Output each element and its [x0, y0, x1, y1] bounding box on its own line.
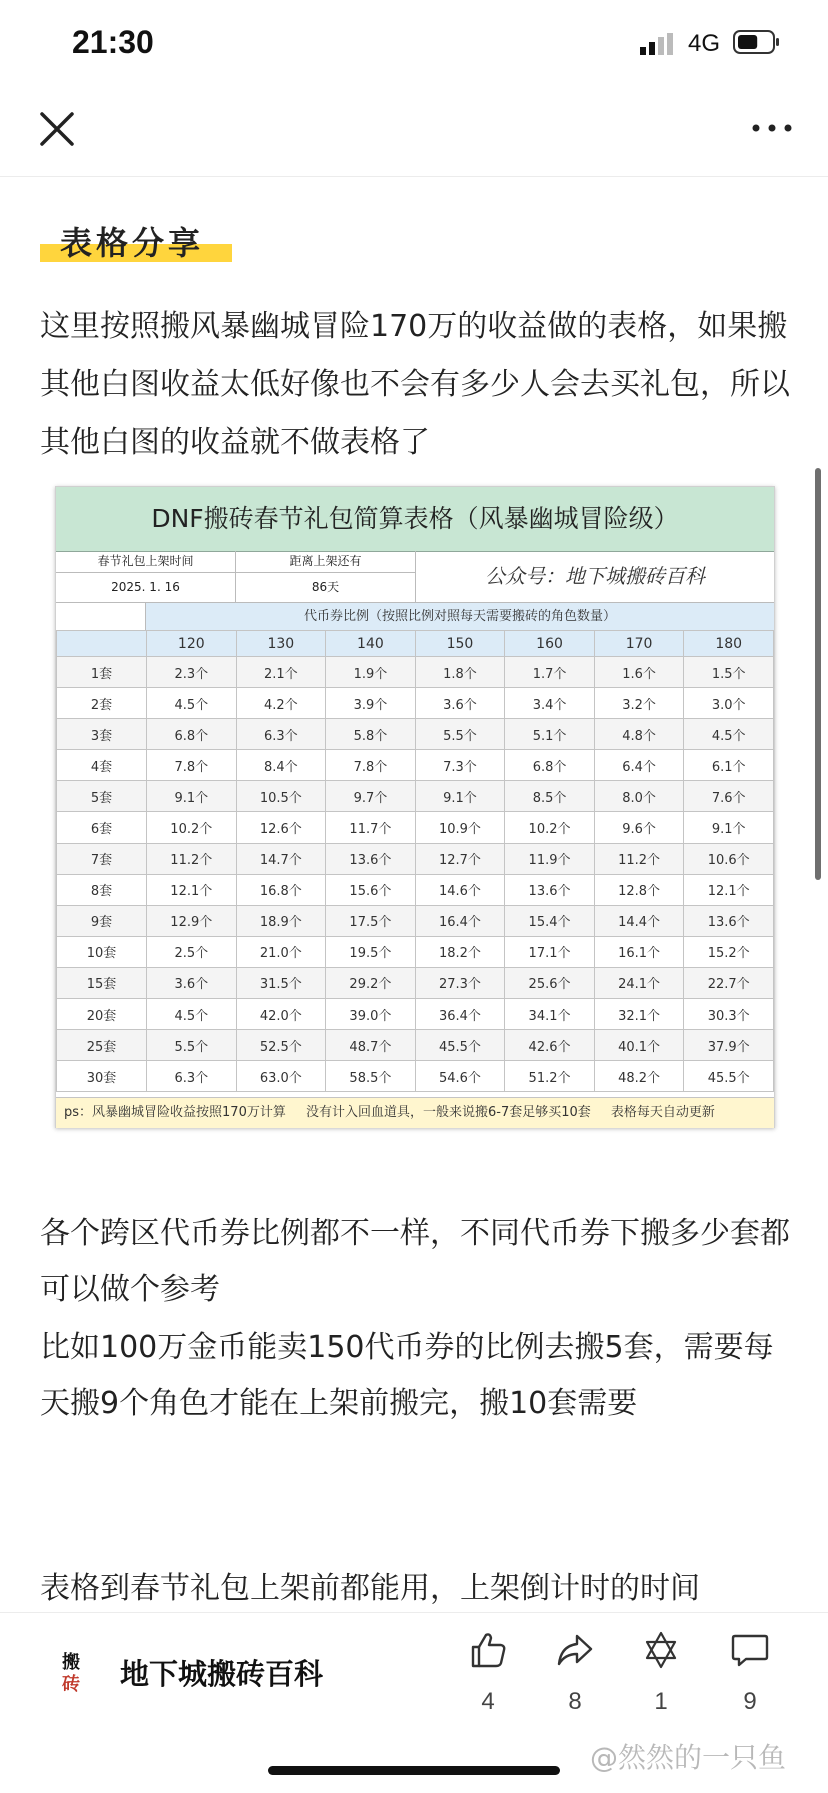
table-cell: 13.6个: [505, 874, 595, 905]
table-cell: 12.1个: [684, 874, 774, 905]
table-cell: 3.2个: [594, 688, 684, 719]
table-cell: 40.1个: [594, 1030, 684, 1061]
table-cell: 7.6个: [684, 781, 774, 812]
table-cell: 1.5个: [684, 657, 774, 688]
table-row: [57, 874, 774, 905]
table-cell: 9.1个: [415, 781, 505, 812]
table-cell: 9.1个: [684, 812, 774, 843]
table-row: [57, 719, 774, 750]
table-cell: 17.5个: [326, 905, 416, 936]
table-cell: 4.8个: [594, 719, 684, 750]
section-heading: [40, 218, 205, 268]
table-cell: 9.7个: [326, 781, 416, 812]
table-cell: 5.1个: [505, 719, 595, 750]
table-title: DNF搬砖春节礼包简算表格（风暴幽城冒险级）: [56, 487, 774, 552]
data-table: [56, 630, 774, 1092]
row-label: 25套: [57, 1030, 147, 1061]
table-cell: 12.1个: [147, 874, 237, 905]
table-cell: 25.6个: [505, 967, 595, 998]
table-cell: 12.8个: [594, 874, 684, 905]
table-cell: 3.0个: [684, 688, 774, 719]
table-cell: 12.7个: [415, 843, 505, 874]
table-cell: 1.6个: [594, 657, 684, 688]
avatar-char-top: 搬: [62, 1652, 80, 1673]
gzh-label: 公众号：地下城搬砖百科: [416, 551, 774, 603]
table-row: [57, 936, 774, 967]
table-cell: 10.5个: [236, 781, 326, 812]
table-cell: 24.1个: [594, 967, 684, 998]
table-cell: 5.5个: [147, 1030, 237, 1061]
table-cell: 10.2个: [505, 812, 595, 843]
table-row: [57, 688, 774, 719]
article-paragraph-4: 表格到春节礼包上架前都能用，上架倒计时的时间: [40, 1571, 700, 1606]
author-avatar[interactable]: [52, 1648, 90, 1694]
column-header: 170: [594, 631, 684, 657]
table-row: [57, 1030, 774, 1061]
table-cell: 4.5个: [147, 999, 237, 1030]
table-cell: 4.2个: [236, 688, 326, 719]
column-header: 130: [236, 631, 326, 657]
table-cell: 7.8个: [326, 750, 416, 781]
table-row: [57, 657, 774, 688]
table-row: [57, 812, 774, 843]
table-cell: 32.1个: [594, 999, 684, 1030]
comment-count: 9: [743, 1688, 757, 1715]
table-cell: 10.2个: [147, 812, 237, 843]
table-cell: 17.1个: [505, 936, 595, 967]
header-blank-cell: [57, 631, 147, 657]
table-cell: 16.1个: [594, 936, 684, 967]
article-paragraph-3: 比如100万金币能卖150代币券的比例去搬5套，需要每天搬9个角色才能在上架前搬完，搬10套需要: [40, 1330, 774, 1421]
table-cell: 6.4个: [594, 750, 684, 781]
note-1: ps：风暴幽城冒险收益按照170万计算: [64, 1105, 286, 1120]
table-cell: 4.5个: [147, 688, 237, 719]
table-cell: 9.6个: [594, 812, 684, 843]
table-row: [57, 967, 774, 998]
table-cell: 18.9个: [236, 905, 326, 936]
table-cell: 2.3个: [147, 657, 237, 688]
table-cell: 45.5个: [415, 1030, 505, 1061]
favorite-button[interactable]: [631, 1630, 691, 1716]
table-cell: 9.1个: [147, 781, 237, 812]
table-row: [57, 781, 774, 812]
table-cell: 2.1个: [236, 657, 326, 688]
like-count: 4: [481, 1688, 495, 1715]
hexagram-icon: [641, 1630, 681, 1670]
row-label: 3套: [57, 719, 147, 750]
table-cell: 6.1个: [684, 750, 774, 781]
table-cell: 42.6个: [505, 1030, 595, 1061]
row-label: 9套: [57, 905, 147, 936]
table-cell: 37.9个: [684, 1030, 774, 1061]
table-cell: 27.3个: [415, 967, 505, 998]
table-cell: 15.6个: [326, 874, 416, 905]
table-cell: 2.5个: [147, 936, 237, 967]
row-label: 5套: [57, 781, 147, 812]
row-label: 6套: [57, 812, 147, 843]
table-cell: 16.8个: [236, 874, 326, 905]
table-cell: 22.7个: [684, 967, 774, 998]
table-cell: 14.7个: [236, 843, 326, 874]
table-cell: 6.3个: [236, 719, 326, 750]
release-date: 2025. 1. 16: [56, 573, 236, 603]
table-cell: 10.6个: [684, 843, 774, 874]
share-icon: [555, 1630, 595, 1670]
column-header: 150: [415, 631, 505, 657]
table-row: [57, 1061, 774, 1092]
comment-button[interactable]: [720, 1630, 780, 1716]
table-row: [57, 905, 774, 936]
table-cell: 6.8个: [147, 719, 237, 750]
table-cell: 1.8个: [415, 657, 505, 688]
article-paragraph-1: 这里按照搬风暴幽城冒险170万的收益做的表格，如果搬其他白图收益太低好像也不会有多少人会去买礼包，所以其他白图的收益就不做表格了: [40, 309, 790, 460]
table-note: [56, 1097, 774, 1128]
table-cell: 6.3个: [147, 1061, 237, 1092]
nav-divider: [0, 176, 828, 177]
table-cell: 7.3个: [415, 750, 505, 781]
row-label: 4套: [57, 750, 147, 781]
table-cell: 8.4个: [236, 750, 326, 781]
corner-cell: [56, 603, 146, 631]
table-cell: 52.5个: [236, 1030, 326, 1061]
row-label: 20套: [57, 999, 147, 1030]
table-cell: 5.5个: [415, 719, 505, 750]
table-cell: 3.6个: [147, 967, 237, 998]
more-options-button[interactable]: [750, 118, 794, 138]
table-cell: 11.7个: [326, 812, 416, 843]
remaining-label: 距离上架还有: [236, 551, 416, 573]
row-label: 30套: [57, 1061, 147, 1092]
table-cell: 14.4个: [594, 905, 684, 936]
column-header: 180: [684, 631, 774, 657]
table-cell: 19.5个: [326, 936, 416, 967]
table-cell: 14.6个: [415, 874, 505, 905]
scrollbar[interactable]: [815, 468, 821, 880]
row-label: 1套: [57, 657, 147, 688]
author-name[interactable]: 地下城搬砖百科: [120, 1657, 324, 1691]
like-button[interactable]: [458, 1630, 518, 1716]
table-header-row: [57, 631, 774, 657]
table-cell: 7.8个: [147, 750, 237, 781]
table-cell: 39.0个: [326, 999, 416, 1030]
table-cell: 11.2个: [594, 843, 684, 874]
table-cell: 48.7个: [326, 1030, 416, 1061]
thumbs-up-icon: [468, 1630, 508, 1670]
table-cell: 4.5个: [684, 719, 774, 750]
table-cell: 13.6个: [684, 905, 774, 936]
avatar-char-bottom: 砖: [62, 1674, 80, 1694]
table-cell: 5.8个: [326, 719, 416, 750]
table-cell: 29.2个: [326, 967, 416, 998]
ratio-header: 代币券比例（按照比例对照每天需要搬砖的角色数量）: [146, 603, 774, 631]
table-cell: 16.4个: [415, 905, 505, 936]
table-cell: 15.2个: [684, 936, 774, 967]
table-cell: 8.0个: [594, 781, 684, 812]
table-cell: 63.0个: [236, 1061, 326, 1092]
table-cell: 8.5个: [505, 781, 595, 812]
table-cell: 1.7个: [505, 657, 595, 688]
table-cell: 11.9个: [505, 843, 595, 874]
table-cell: 13.6个: [326, 843, 416, 874]
row-label: 15套: [57, 967, 147, 998]
close-button[interactable]: [34, 106, 80, 152]
table-row: [57, 750, 774, 781]
table-cell: 42.0个: [236, 999, 326, 1030]
table-cell: 12.6个: [236, 812, 326, 843]
share-button[interactable]: [545, 1630, 605, 1716]
note-2: 没有计入回血道具，一般来说搬6-7套足够买10套: [305, 1105, 591, 1120]
section-title: 表格分享: [60, 224, 205, 262]
remaining-days: 86天: [236, 573, 416, 603]
table-cell: 48.2个: [594, 1061, 684, 1092]
table-cell: 51.2个: [505, 1061, 595, 1092]
table-cell: 15.4个: [505, 905, 595, 936]
table-row: [57, 999, 774, 1030]
table-cell: 1.9个: [326, 657, 416, 688]
table-cell: 54.6个: [415, 1061, 505, 1092]
network-type: 4G: [688, 30, 721, 57]
row-label: 7套: [57, 843, 147, 874]
table-cell: 30.3个: [684, 999, 774, 1030]
fav-count: 1: [654, 1688, 668, 1715]
table-cell: 45.5个: [684, 1061, 774, 1092]
row-label: 2套: [57, 688, 147, 719]
row-label: 10套: [57, 936, 147, 967]
row-label: 8套: [57, 874, 147, 905]
column-header: 160: [505, 631, 595, 657]
article-paragraph-2: 各个跨区代币券比例都不一样，不同代币券下搬多少套都可以做个参考: [40, 1216, 790, 1307]
home-indicator[interactable]: [268, 1766, 560, 1775]
table-cell: 31.5个: [236, 967, 326, 998]
table-row: [57, 843, 774, 874]
column-header: 120: [147, 631, 237, 657]
column-header: 140: [326, 631, 416, 657]
table-cell: 10.9个: [415, 812, 505, 843]
status-time: 21:30: [72, 24, 154, 60]
table-cell: 36.4个: [415, 999, 505, 1030]
release-label: 春节礼包上架时间: [56, 551, 236, 573]
signal-icon: [640, 33, 674, 57]
watermark: @然然的一只鱼: [590, 1741, 787, 1774]
share-count: 8: [568, 1688, 582, 1715]
table-cell: 21.0个: [236, 936, 326, 967]
table-cell: 58.5个: [326, 1061, 416, 1092]
table-cell: 12.9个: [147, 905, 237, 936]
table-cell: 3.4个: [505, 688, 595, 719]
table-image[interactable]: [55, 486, 775, 1128]
note-3: 表格每天自动更新: [610, 1105, 715, 1120]
table-cell: 18.2个: [415, 936, 505, 967]
battery-icon: [733, 30, 781, 54]
table-cell: 34.1个: [505, 999, 595, 1030]
table-cell: 6.8个: [505, 750, 595, 781]
table-cell: 3.9个: [326, 688, 416, 719]
table-cell: 11.2个: [147, 843, 237, 874]
comment-icon: [730, 1630, 770, 1670]
table-cell: 3.6个: [415, 688, 505, 719]
